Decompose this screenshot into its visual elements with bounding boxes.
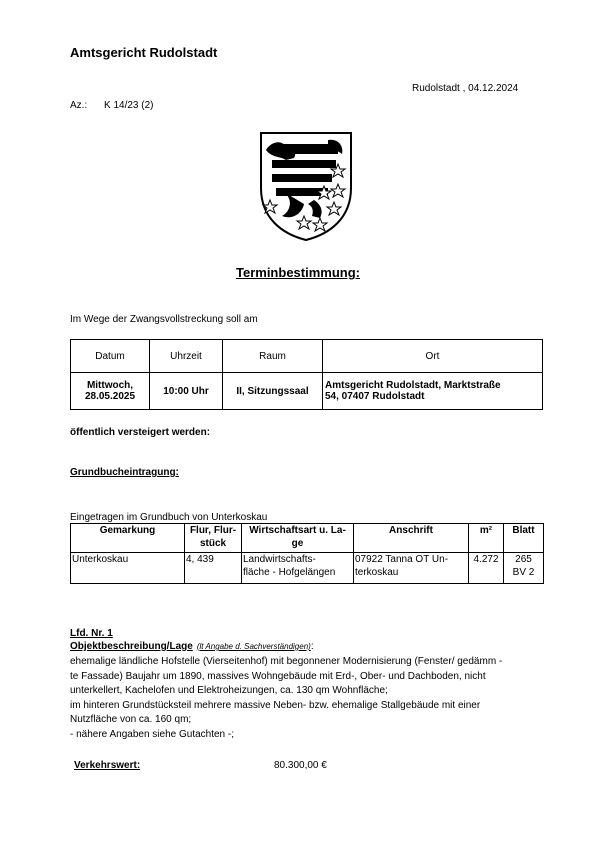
header-raum: Raum xyxy=(223,340,323,373)
header-wirtschaftsart xyxy=(242,524,354,553)
market-value-label: Verkehrswert: xyxy=(74,760,141,771)
object-heading-label: Objektbeschreibung/Lage xyxy=(70,641,193,652)
table-row xyxy=(71,553,544,584)
header-blatt: Blatt xyxy=(504,524,544,553)
cell-anschrift xyxy=(354,553,469,584)
table-header-row xyxy=(71,340,543,373)
header-ort: Ort xyxy=(323,340,543,373)
header-wirt-line1: Wirtschaftsart u. La- xyxy=(249,525,346,536)
description-line: te Fassade) Baujahr um 1890, massives Wohngebäude mit Erd-, Ober- und Dachboden, nicht xyxy=(70,670,486,682)
auction-room: II, Sitzungssaal xyxy=(223,373,323,410)
object-description xyxy=(70,655,544,742)
cell-wirt-line1: Landwirtschafts- xyxy=(243,554,316,565)
object-heading-colon: : xyxy=(310,641,314,652)
header-wirt-line2: ge xyxy=(291,538,304,549)
cell-flur: 4, 439 xyxy=(185,553,242,584)
auction-place-line2: 54, 07407 Rudolstadt xyxy=(325,391,425,402)
cell-gemarkung: Unterkoskau xyxy=(71,553,185,584)
page-title: Terminbestimmung: xyxy=(236,265,360,280)
table-header-row xyxy=(71,524,544,553)
table-row xyxy=(71,373,543,410)
cell-blatt xyxy=(504,553,544,584)
header-flur-line2: stück xyxy=(199,538,227,549)
auction-date xyxy=(71,373,150,410)
auction-date-value: 28.05.2025 xyxy=(84,391,136,402)
cell-anschrift-line2: terkoskau xyxy=(355,567,399,578)
description-line: ehemalige ländliche Hofstelle (Vierseitenhof) mit begonnener Modernisierung (Fenster/ gedämm - xyxy=(70,656,503,667)
header-anschrift: Anschrift xyxy=(354,524,469,553)
thuringia-coat-of-arms-icon xyxy=(258,130,354,242)
grundbuch-heading: Grundbucheintragung: xyxy=(70,467,179,478)
registered-in-text: Eingetragen im Grundbuch von Unterkoskau xyxy=(70,512,268,523)
cell-anschrift-line1: 07922 Tanna OT Un- xyxy=(355,554,449,565)
header-m2: m² xyxy=(469,524,504,553)
description-line: - nähere Angaben siehe Gutachten -; xyxy=(70,728,235,740)
market-value: 80.300,00 € xyxy=(274,760,327,771)
header-gemarkung: Gemarkung xyxy=(71,524,185,553)
cell-wirt-line2: fläche - Hofgelängen xyxy=(243,567,336,578)
description-line: Nutzfläche von ca. 160 qm; xyxy=(70,714,192,725)
auction-weekday: Mittwoch, xyxy=(86,380,134,391)
header-datum: Datum xyxy=(71,340,150,373)
description-line: unterkellert, Kachelofen und Elektroheizungen, ca. 130 qm Wohnfläche; xyxy=(70,685,388,696)
land-register-table xyxy=(70,523,544,584)
header-uhrzeit: Uhrzeit xyxy=(150,340,223,373)
file-number: K 14/23 (2) xyxy=(104,100,154,111)
file-number-label: Az.: xyxy=(70,100,88,111)
item-number: Lfd. Nr. 1 xyxy=(70,628,113,639)
intro-text: Im Wege der Zwangsvollstreckung soll am xyxy=(70,314,258,325)
object-heading-note: (lt Angabe d. Sachverständigen) xyxy=(196,642,311,651)
object-heading xyxy=(70,641,314,652)
cell-m2: 4.272 xyxy=(469,553,504,584)
auction-place xyxy=(323,373,543,410)
cell-wirtschaftsart xyxy=(242,553,354,584)
auction-text: öffentlich versteigert werden: xyxy=(70,427,211,438)
schedule-table xyxy=(70,339,543,410)
court-name: Amtsgericht Rudolstadt xyxy=(70,45,218,60)
cell-blatt-line1: 265 xyxy=(515,554,532,565)
place-date: Rudolstadt , 04.12.2024 xyxy=(412,83,519,94)
auction-time: 10:00 Uhr xyxy=(150,373,223,410)
header-flur-line1: Flur, Flur- xyxy=(189,525,237,536)
description-line: im hinteren Grundstücksteil mehrere massive Neben- bzw. ehemalige Stallgebäude mit einer xyxy=(70,699,481,711)
cell-blatt-line2: BV 2 xyxy=(512,567,535,578)
auction-place-line1: Amtsgericht Rudolstadt, Marktstraße xyxy=(325,380,501,391)
header-flur xyxy=(185,524,242,553)
